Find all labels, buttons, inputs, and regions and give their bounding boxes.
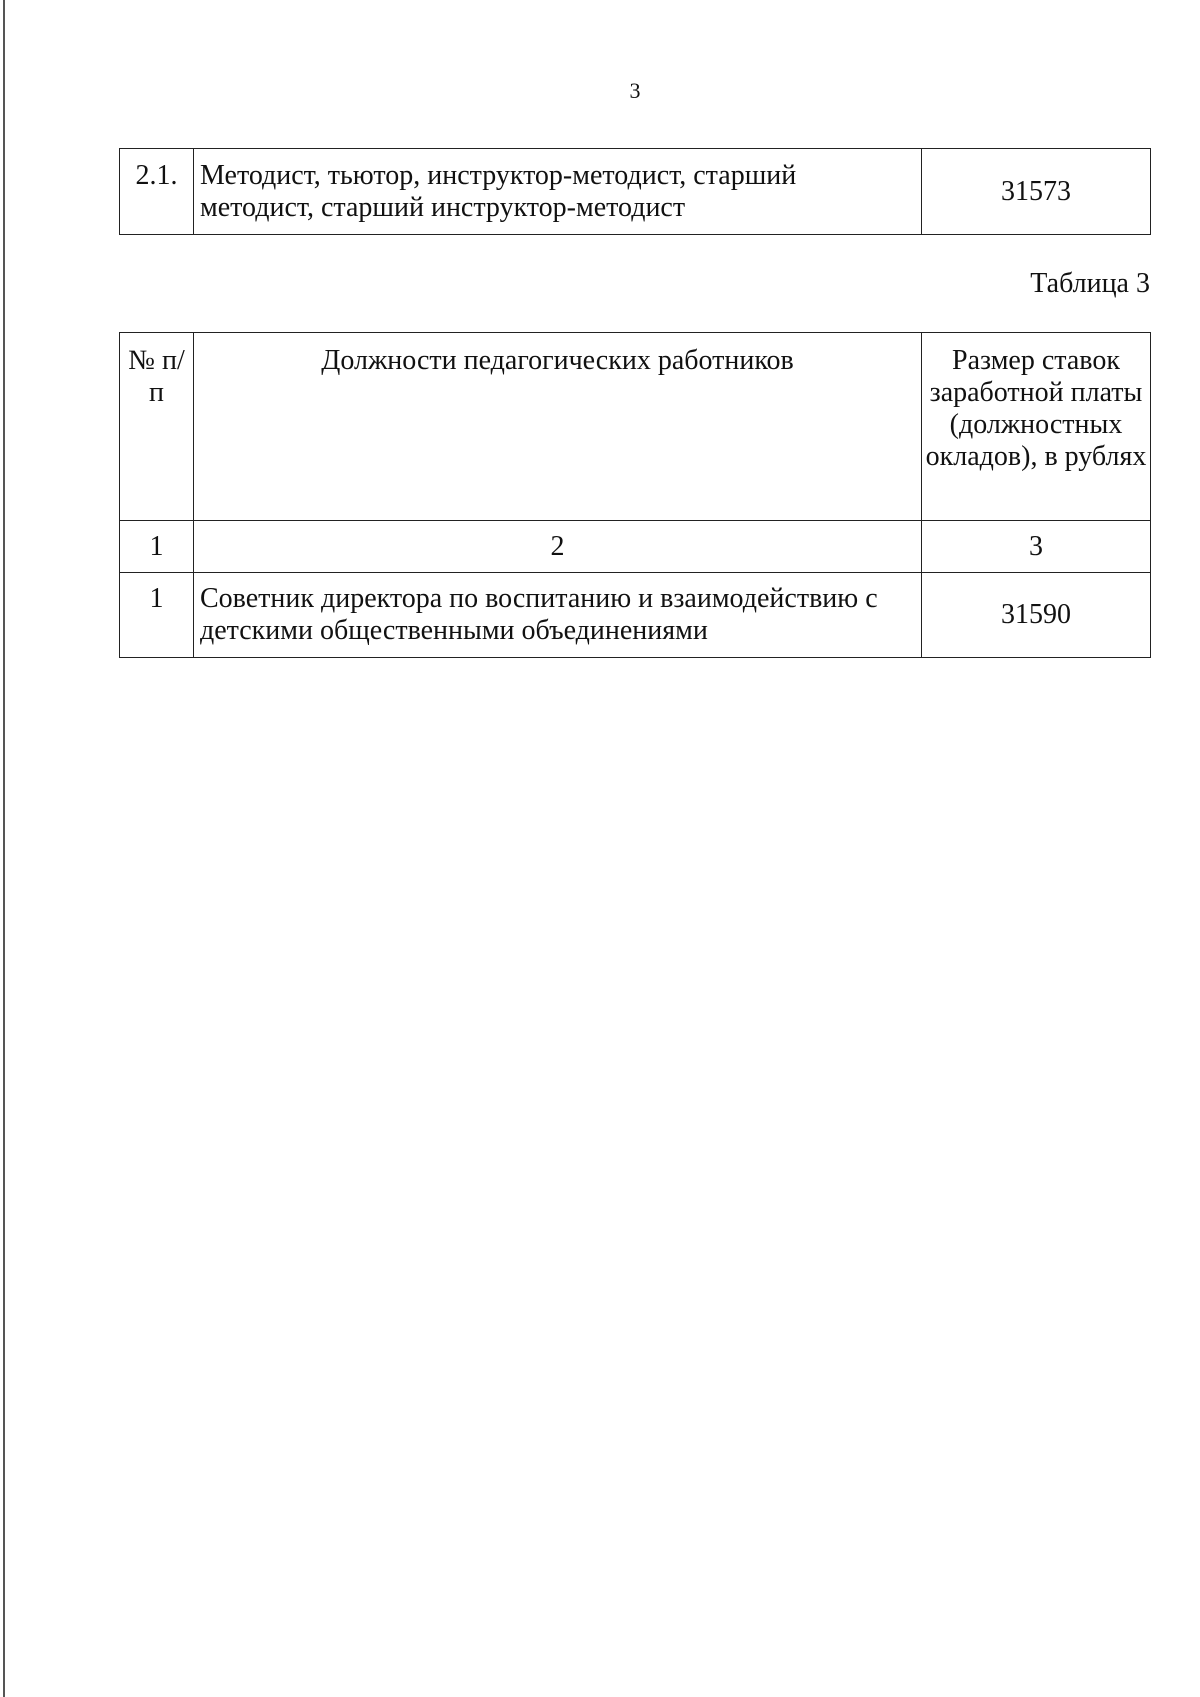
column-number-1: 1 — [120, 521, 194, 573]
salary-table — [119, 332, 1151, 658]
table-caption: Таблица 3 — [1030, 268, 1150, 299]
salary-cell: 31590 — [922, 573, 1151, 658]
position-cell: Методист, тьютор, инструктор-методист, старший методист, старший инструктор-методист — [194, 149, 922, 235]
continuation-table — [119, 148, 1151, 235]
scan-edge-line — [3, 0, 5, 1697]
row-number-cell: 2.1. — [120, 149, 194, 235]
table-row — [120, 149, 1151, 235]
header-salary: Размер ставок заработной платы (должностных окладов), в рублях — [922, 333, 1151, 521]
position-cell: Советник директора по воспитанию и взаимодействию с детскими общественными объединениями — [194, 573, 922, 658]
page-number: 3 — [629, 78, 641, 103]
column-number-row — [120, 521, 1151, 573]
row-number-cell: 1 — [120, 573, 194, 658]
table-header-row — [120, 333, 1151, 521]
column-number-2: 2 — [194, 521, 922, 573]
salary-cell: 31573 — [922, 149, 1151, 235]
column-number-3: 3 — [922, 521, 1151, 573]
header-number: № п/п — [120, 333, 194, 521]
header-position: Должности педагогических работников — [194, 333, 922, 521]
table-row — [120, 573, 1151, 658]
